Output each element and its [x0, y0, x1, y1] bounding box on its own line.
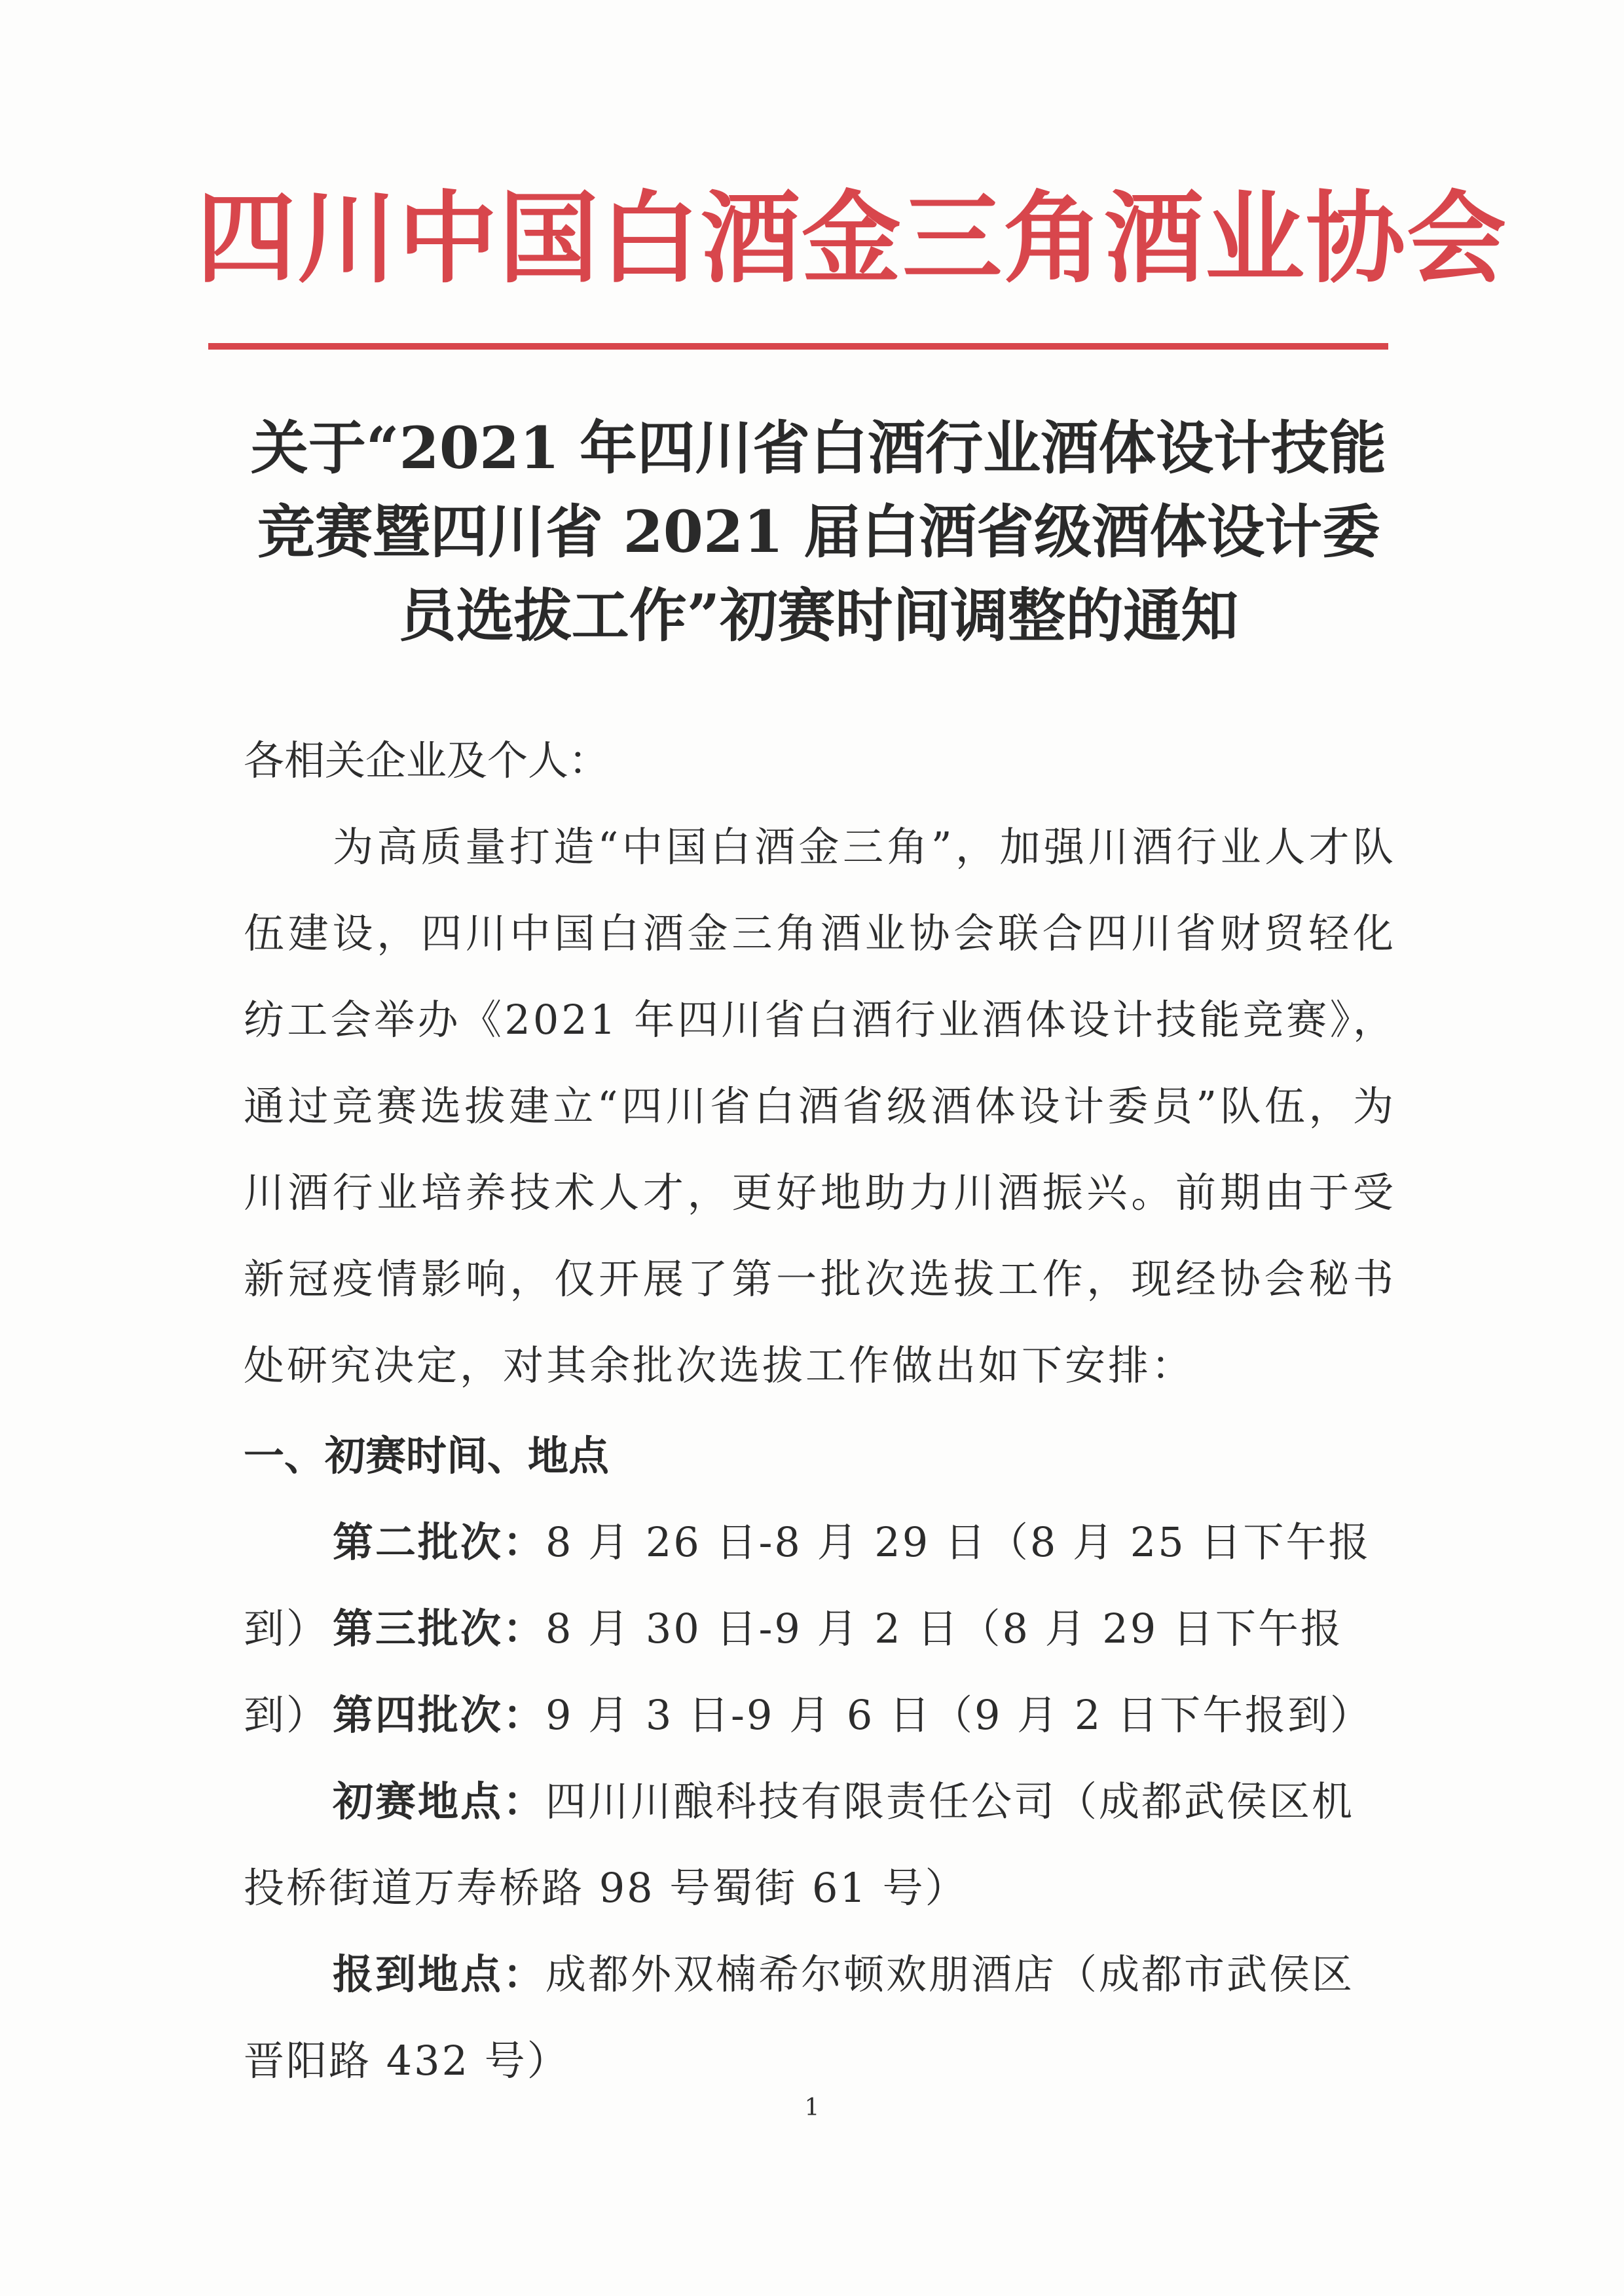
checkin-label: 报到地点：: [333, 1950, 546, 1998]
letterhead-org-name: 四川中国白酒金三角酒业协会: [196, 181, 1507, 297]
batch-dates: 8 月 26 日-8 月 29 日（8 月 25 日下午报到）: [244, 1518, 1371, 1652]
document-title-line-2: 竞赛暨四川省 2021 届白酒省级酒体设计委: [257, 498, 1380, 566]
document-title-line-1: 关于“2021 年四川省白酒行业酒体设计技能: [250, 414, 1387, 482]
batch-label: 第二批次：: [333, 1518, 546, 1566]
intro-paragraph: 为高质量打造“中国白酒金三角”，加强川酒行业人才队伍建设，四川中国白酒金三角酒业协会联合四川省财贸轻化纺工会举办《2021 年四川省白酒行业酒体设计技能竞赛》，通过竞赛选拔建立“四川省白酒省级酒体设计委员”队伍，为川酒行业培养技术人才，更好地助力川酒振兴。前期由于受新冠疫情影响，仅开展了第一批次选拔工作，现经协会秘书处研究决定，对其余批次选拔工作做出如下安排：: [244, 823, 1396, 1389]
batch-dates: 8 月 30 日-9 月 2 日（8 月 29 日下午报到）: [244, 1605, 1343, 1739]
document-title-line-3: 员选拔工作”初赛时间调整的通知: [398, 581, 1239, 649]
venue-item: [244, 1758, 1396, 1931]
venue-label: 初赛地点：: [333, 1777, 546, 1825]
checkin-item: [244, 1931, 1396, 2104]
page-number: 1: [804, 2094, 820, 2121]
document-title: [236, 406, 1401, 657]
letterhead-red-rule: [208, 343, 1388, 350]
venue-address: 四川川酿科技有限责任公司（成都武侯区机投桥街道万寿桥路 98 号蜀街 61 号）: [244, 1777, 1355, 1912]
batch-item-4: [244, 1672, 1396, 1758]
salutation: 各相关企业及个人：: [244, 737, 610, 784]
section-heading-time-location: 一、初赛时间、地点: [244, 1432, 610, 1480]
batch-label: 第三批次：: [333, 1605, 546, 1652]
checkin-address: 成都外双楠希尔顿欢朋酒店（成都市武侯区晋阳路 432 号）: [244, 1950, 1355, 2085]
batch-dates: 9 月 3 日-9 月 6 日（9 月 2 日下午报到）: [545, 1691, 1373, 1739]
batch-label: 第四批次：: [333, 1691, 546, 1739]
